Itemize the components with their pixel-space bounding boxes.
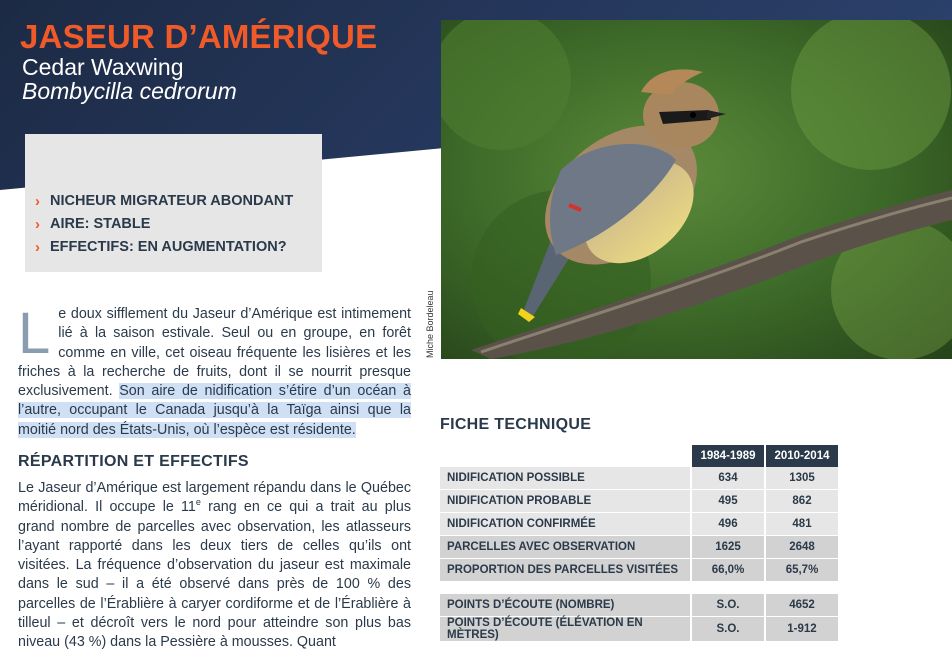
page-title: JASEUR D’AMÉRIQUE — [20, 18, 378, 55]
section-heading-repartition: RÉPARTITION ET EFFECTIFS — [18, 453, 249, 470]
table-row — [440, 467, 838, 490]
row-value-1984: 66,0% — [692, 559, 766, 582]
row-label: PROPORTION DES PARCELLES VISITÉES — [440, 559, 692, 582]
fiche-technique-table — [440, 445, 838, 642]
column-header-1984-1989: 1984-1989 — [692, 445, 766, 467]
repartition-text-b: rang en ce qui a trait au plus grand nombre de parcelles avec observation, les atlasseurs l’ayant rapporté dans les deux tiers de celles qu’ils ont visitées. La fréquence d’observation du jaseur est maximale dans le sud – il a été observé dans près de 100 % des parcelles de l’Érablière à caryer cordiforme et de l’Érablière à tilleul – et décroît vers le nord pour atteindre son plus bas niveau (43 %) dans la Pessière à mousses. Quant — [18, 499, 411, 651]
table-row — [440, 594, 838, 617]
row-label: POINTS D’ÉCOUTE (ÉLÉVATION EN MÈTRES) — [440, 617, 692, 642]
row-value-1984: 634 — [692, 467, 766, 490]
photo-credit: Miche Bordeleau — [425, 290, 435, 358]
row-value-1984: 1625 — [692, 536, 766, 559]
row-value-2010: 65,7% — [766, 559, 838, 582]
intro-highlighted-text: Son aire de nidification s’étire d’un océan à l’autre, occupant le Canada jusqu’à la Taïga ainsi que la moitié nord des États-Unis, où l’espèce est résidente. — [18, 383, 411, 438]
repartition-paragraph — [18, 479, 411, 653]
table-row — [440, 617, 838, 642]
row-label: NIDIFICATION CONFIRMÉE — [440, 513, 692, 536]
row-label: NIDIFICATION POSSIBLE — [440, 467, 692, 490]
table-row — [440, 559, 838, 582]
table-row — [440, 490, 838, 513]
row-value-2010: 1305 — [766, 467, 838, 490]
chevron-right-icon: › — [35, 239, 40, 256]
repartition-text-a: Le Jaseur d’Amérique est largement répandu dans le Québec méridional. Il occupe le 11 — [18, 480, 411, 516]
status-item — [35, 213, 293, 236]
row-value-2010: 862 — [766, 490, 838, 513]
intro-text: e doux sifflement du Jaseur d’Amérique est intimement lié à la saison estivale. Seul ou en groupe, en forêt comme en ville, cet oiseau fréquente les lisières et les friches à la recherche de fruits, dont il se nourrit presque exclusivement. — [18, 306, 411, 400]
status-item-label: AIRE: STABLE — [50, 216, 151, 232]
row-value-2010: 481 — [766, 513, 838, 536]
cedar-waxwing-photo — [441, 20, 952, 359]
table-row — [440, 513, 838, 536]
row-value-1984: 495 — [692, 490, 766, 513]
column-header-2010-2014: 2010-2014 — [766, 445, 838, 467]
status-list — [35, 190, 293, 259]
row-value-2010: 1-912 — [766, 617, 838, 642]
latin-name: Bombycilla cedrorum — [22, 78, 237, 104]
status-item — [35, 236, 293, 259]
fiche-technique-heading: FICHE TECHNIQUE — [440, 416, 592, 433]
table-header-row — [440, 445, 838, 467]
row-value-1984: S.O. — [692, 617, 766, 642]
row-value-2010: 2648 — [766, 536, 838, 559]
status-box — [25, 134, 322, 272]
row-value-1984: S.O. — [692, 594, 766, 617]
table-spacer — [440, 582, 838, 594]
superscript: e — [195, 497, 201, 508]
row-value-2010: 4652 — [766, 594, 838, 617]
row-label: NIDIFICATION PROBABLE — [440, 490, 692, 513]
row-label: PARCELLES AVEC OBSERVATION — [440, 536, 692, 559]
table-header-blank — [440, 445, 692, 467]
common-name: Cedar Waxwing — [22, 54, 184, 80]
row-value-1984: 496 — [692, 513, 766, 536]
dropcap: L — [18, 301, 51, 366]
status-item-label: NICHEUR MIGRATEUR ABONDANT — [50, 193, 294, 209]
status-item — [35, 190, 293, 213]
chevron-right-icon: › — [35, 216, 40, 233]
table-row — [440, 536, 838, 559]
row-label: POINTS D’ÉCOUTE (NOMBRE) — [440, 594, 692, 617]
chevron-right-icon: › — [35, 193, 40, 210]
intro-paragraph — [18, 301, 411, 440]
status-item-label: EFFECTIFS: EN AUGMENTATION? — [50, 239, 287, 255]
